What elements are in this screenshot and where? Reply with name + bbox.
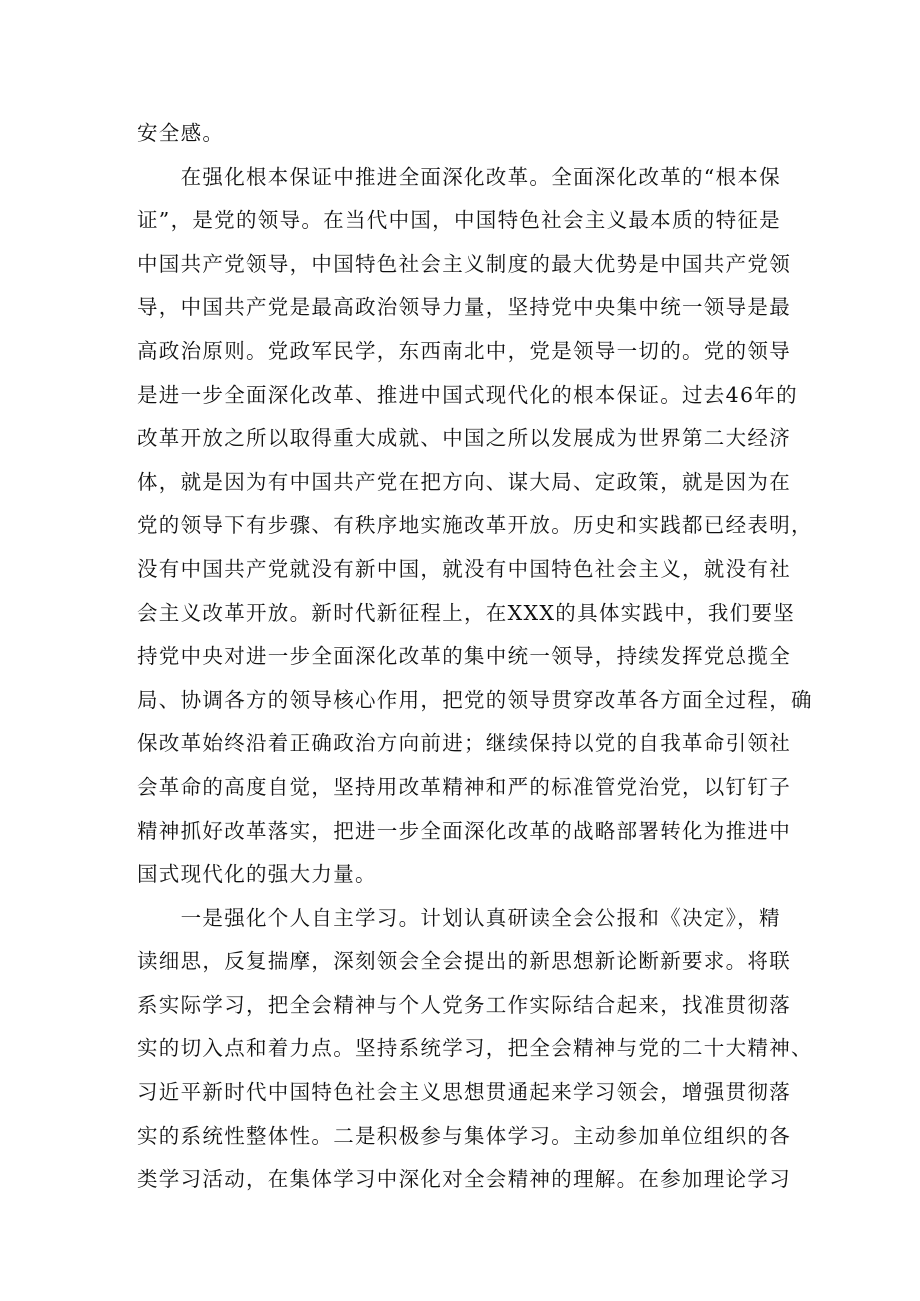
text-line: 安全感。 bbox=[137, 121, 225, 145]
text-line: 是进一步全面深化改革、推进中国式现代化的根本保证。过去46年的 bbox=[137, 382, 798, 407]
text-line: 会主义改革开放。新时代新征程上，在XXX的具体实践中，我们要坚 bbox=[137, 600, 796, 625]
text-line: 持党中央对进一步全面深化改革的集中统一领导，持续发挥党总揽全 bbox=[137, 644, 791, 669]
text-line: 实的系统性整体性。二是积极参与集体学习。主动参加单位组织的各 bbox=[137, 1123, 791, 1148]
text-line: 体，就是因为有中国共产党在把方向、谋大局、定政策，就是因为在 bbox=[137, 469, 791, 494]
text-line: 精神抓好改革落实，把进一步全面深化改革的战略部署转化为推进中 bbox=[137, 818, 791, 843]
document-body bbox=[137, 112, 813, 1202]
text-line: 系实际学习，把全会精神与个人党务工作实际结合起来，找准贯彻落 bbox=[137, 992, 791, 1017]
text-line: 一是强化个人自主学习。计划认真研读全会公报和《决定》，精 bbox=[137, 905, 781, 930]
text-line: 中国共产党领导，中国特色社会主义制度的最大优势是中国共产党领 bbox=[137, 251, 791, 276]
text-line: 实的切入点和着力点。坚持系统学习，把全会精神与党的二十大精神、 bbox=[137, 1036, 813, 1061]
text-line: 党的领导下有步骤、有秩序地实施改革开放。历史和实践都已经表明， bbox=[137, 513, 813, 538]
text-line: 证”，是党的领导。在当代中国，中国特色社会主义最本质的特征是 bbox=[137, 208, 781, 233]
text-line: 没有中国共产党就没有新中国，就没有中国特色社会主义，就没有社 bbox=[137, 556, 791, 581]
text-line: 类学习活动，在集体学习中深化对全会精神的理解。在参加理论学习 bbox=[137, 1167, 791, 1192]
text-line: 会革命的高度自觉，坚持用改革精神和严的标准管党治党，以钉钉子 bbox=[137, 774, 791, 799]
text-line: 局、协调各方的领导核心作用，把党的领导贯穿改革各方面全过程，确 bbox=[137, 687, 813, 712]
text-line: 习近平新时代中国特色社会主义思想贯通起来学习领会，增强贯彻落 bbox=[137, 1080, 791, 1105]
text-line: 保改革始终沿着正确政治方向前进；继续保持以党的自我革命引领社 bbox=[137, 731, 791, 756]
text-line: 导，中国共产党是最高政治领导力量，坚持党中央集中统一领导是最 bbox=[137, 295, 791, 320]
text-line: 高政治原则。党政军民学，东西南北中，党是领导一切的。党的领导 bbox=[137, 338, 791, 363]
text-line: 国式现代化的强大力量。 bbox=[137, 862, 377, 887]
text-line: 读细思，反复揣摩，深刻领会全会提出的新思想新论断新要求。将联 bbox=[137, 949, 791, 974]
text-line: 改革开放之所以取得重大成就、中国之所以发展成为世界第二大经济 bbox=[137, 426, 791, 451]
text-line: 在强化根本保证中推进全面深化改革。全面深化改革的“根本保 bbox=[137, 164, 781, 189]
